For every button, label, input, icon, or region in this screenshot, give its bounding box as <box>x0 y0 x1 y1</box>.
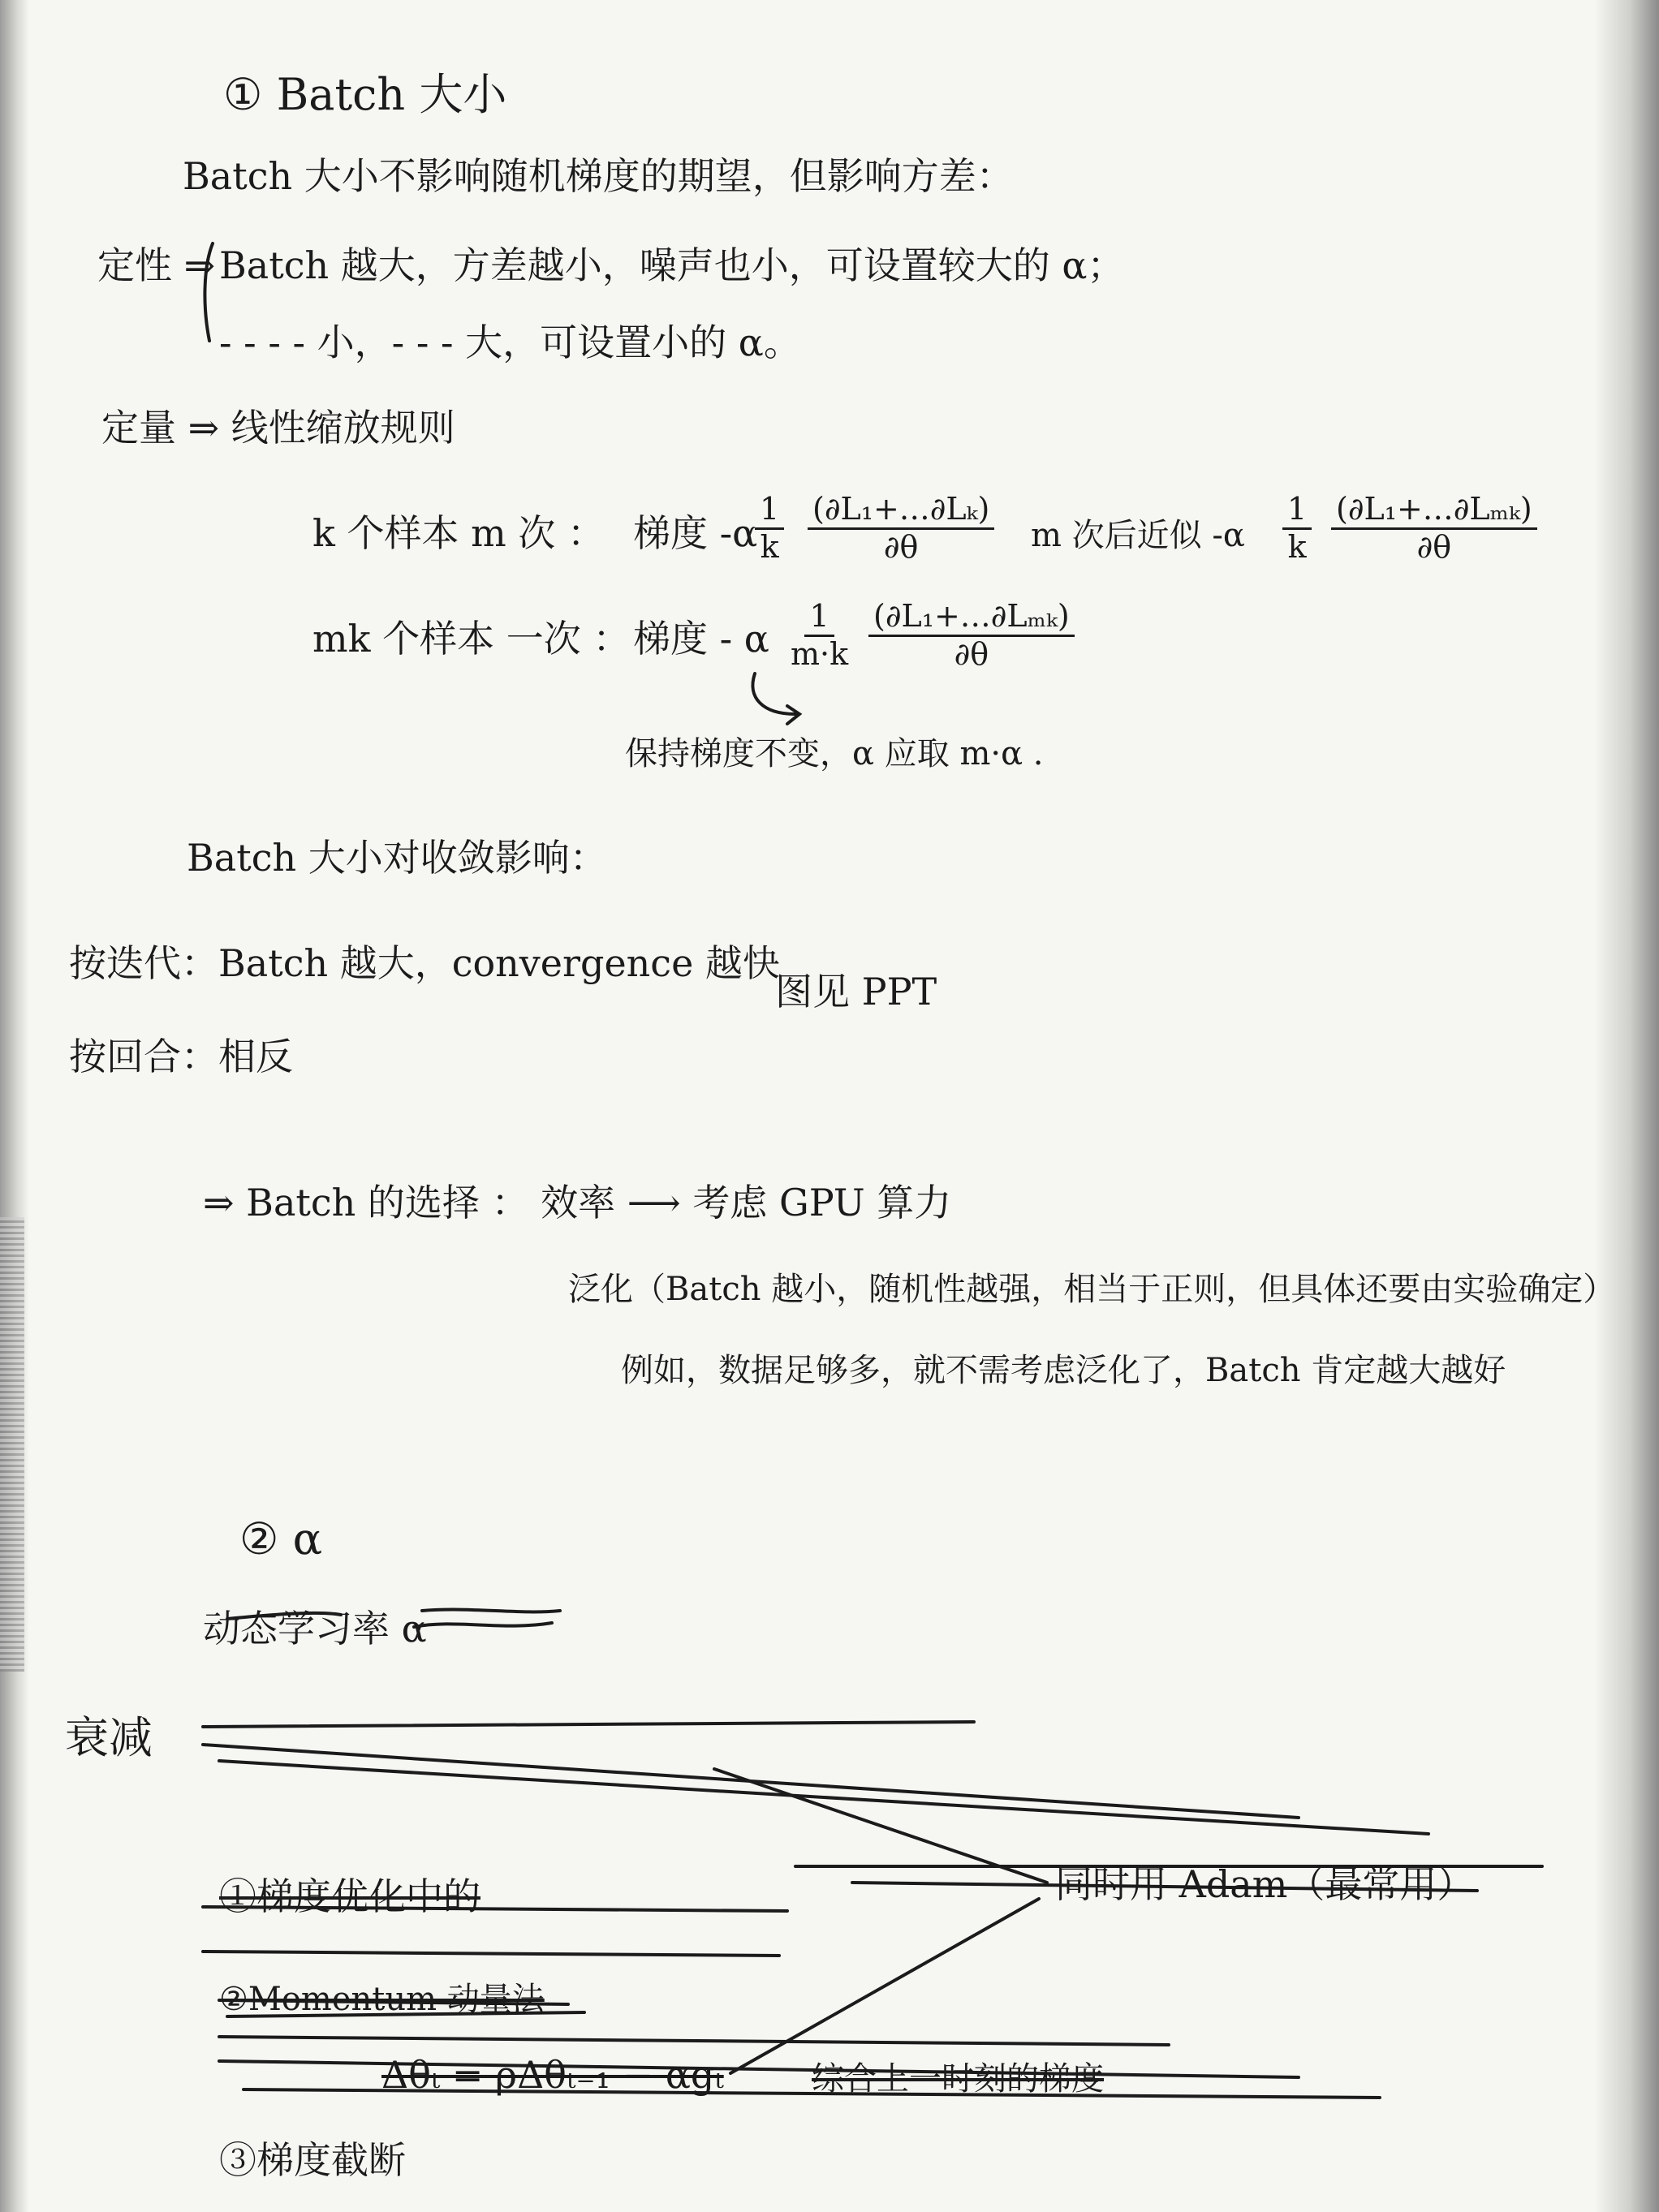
section-1-heading: ① Batch 大小 <box>223 69 507 120</box>
by-epoch: 按回合：相反 <box>69 1035 293 1078</box>
decay-line-1 <box>203 1722 974 1727</box>
decay-label: 衰减 <box>65 1712 153 1763</box>
cross-line-1 <box>730 1899 1039 2073</box>
mk-samples-label: mk 个样本 一次 ： <box>312 617 631 661</box>
by-iteration: 按迭代：Batch 越大，convergence 越快 <box>69 941 780 985</box>
k-fraction-1-num: 1 <box>755 492 784 530</box>
adam-underline-2 <box>852 1883 1477 1891</box>
qualitative-brace <box>205 243 213 341</box>
batch-choice: ⇒ Batch 的选择 ： 效率 ⟶ 考虑 GPU 算力 <box>203 1181 952 1224</box>
example-note: 例如，数据足够多，就不需考虑泛化了，Batch 肯定越大越好 <box>621 1352 1506 1389</box>
see-ppt-note: 图见 PPT <box>775 970 937 1013</box>
k-fraction-2-den: ∂θ <box>883 528 919 565</box>
k-fraction-4-num: (∂L₁+…∂Lₘₖ) <box>1331 492 1537 530</box>
dynamic-lr: 动态学习率 α <box>203 1607 427 1650</box>
m-times-approx: m 次后近似 -α <box>1031 517 1245 554</box>
convergence-title: Batch 大小对收敛影响： <box>187 836 607 880</box>
grad-opt-struck: ①梯度优化中的 <box>219 1874 480 1918</box>
k-fraction-3-den: k <box>1287 528 1307 565</box>
keep-gradient-note: 保持梯度不变，α 应取 m·α . <box>625 735 1044 772</box>
qualitative-line-2: - - - - 小，- - - 大，可设置小的 α。 <box>219 321 801 364</box>
grad-opt-strike-1 <box>203 1907 787 1911</box>
k-fraction-3-num: 1 <box>1282 492 1312 530</box>
grad-opt-strike-2 <box>203 1952 779 1956</box>
dynamic-scribble <box>227 1613 341 1619</box>
momentum-formula: Δθₜ = ρΔθₜ₋₁ − αgₜ <box>381 2053 724 2097</box>
formula-strike-2 <box>219 2061 1299 2077</box>
mk-fraction-2-num: (∂L₁+…∂Lₘₖ) <box>868 599 1075 637</box>
adam-note: 同时用 Adam（最常用） <box>1055 1862 1475 1906</box>
dynamic-strike <box>414 1623 552 1627</box>
qualitative-line-1: Batch 越大，方差越小，噪声也小，可设置较大的 α； <box>219 243 1125 287</box>
qualitative-label: 定性 ⇒ <box>97 243 216 287</box>
mk-gradient-label: 梯度 - α <box>633 617 769 661</box>
k-fraction-1-den: k <box>760 528 779 565</box>
k-samples-label: k 个样本 m 次 ： <box>312 511 605 555</box>
mk-fraction-2-den: ∂θ <box>954 635 989 672</box>
momentum-strike-2 <box>227 2012 584 2016</box>
mk-fraction-1-den: m·k <box>791 635 849 672</box>
decay-line-3 <box>219 1761 1428 1834</box>
last-item: ③梯度截断 <box>219 2138 406 2182</box>
k-gradient-label: 梯度 -α <box>633 511 758 555</box>
momentum-struck: ②Momentum 动量法 <box>219 1981 545 2018</box>
k-fraction-4-den: ∂θ <box>1416 528 1452 565</box>
formula-strike-1 <box>219 2037 1169 2045</box>
k-fraction-2-num: (∂L₁+…∂Lₖ) <box>808 492 994 530</box>
section-2-heading: ② α <box>239 1513 323 1564</box>
dynamic-strike-2 <box>422 1610 560 1612</box>
momentum-strike-1 <box>219 2000 568 2004</box>
quantitative-line: 定量 ⇒ 线性缩放规则 <box>101 406 455 450</box>
batch-intro: Batch 大小不影响随机梯度的期望，但影响方差： <box>183 154 1014 198</box>
formula-strike-3 <box>243 2089 1380 2098</box>
generalization-note: 泛化（Batch 越小，随机性越强，相当于正则，但具体还要由实验确定） <box>568 1271 1616 1308</box>
mk-fraction-1-num: 1 <box>804 599 834 637</box>
momentum-formula-note: 综合上一时刻的梯度 <box>812 2060 1104 2098</box>
